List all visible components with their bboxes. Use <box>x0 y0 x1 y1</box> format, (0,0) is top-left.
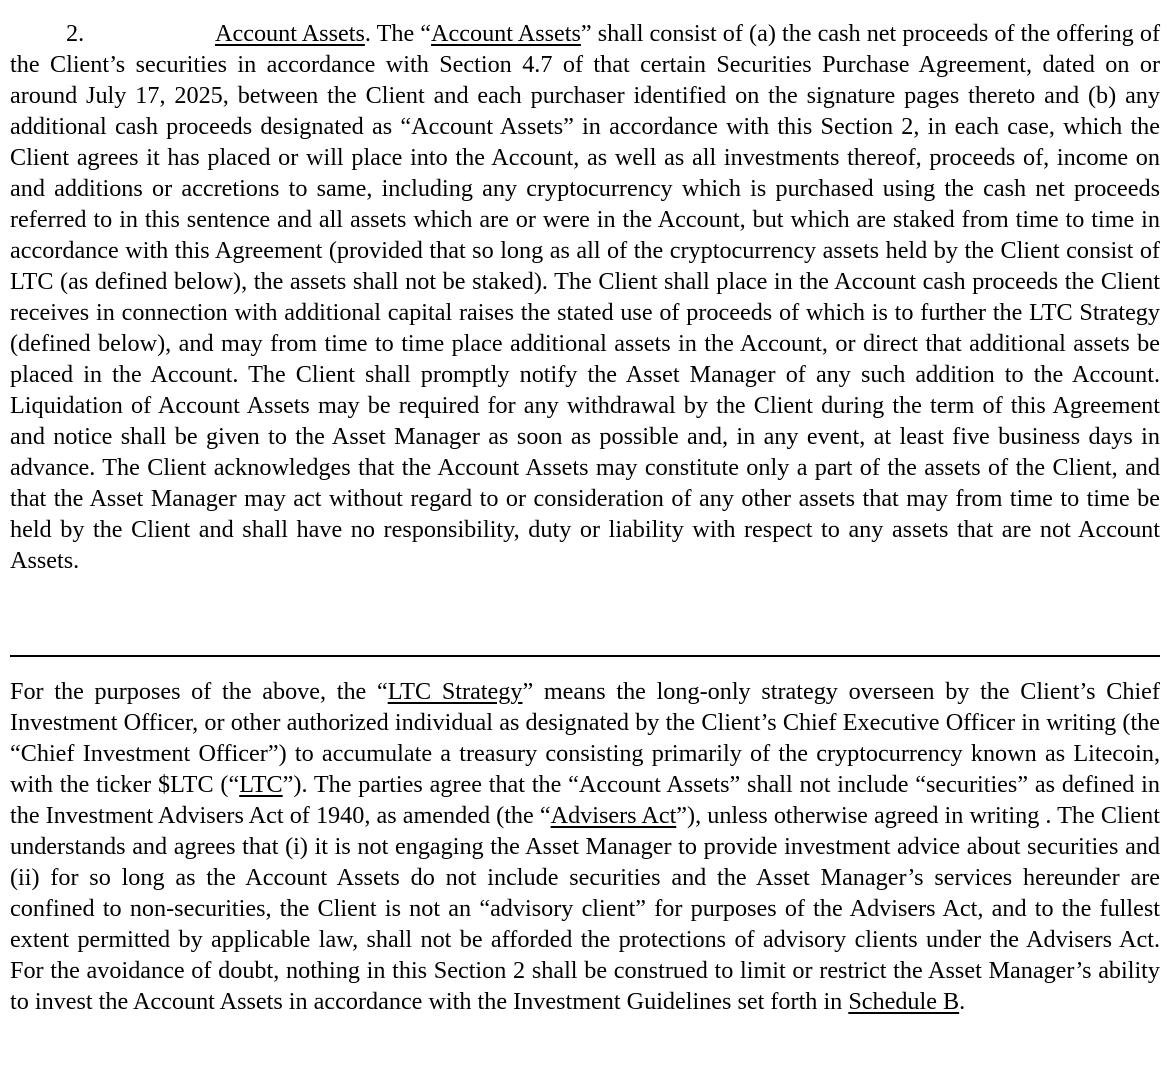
section-2 <box>10 18 1160 576</box>
footnote-text-3: ”). The parties agree that the “Account Assets” shall not include “securities” as defined in the Investment Advisers Act of 1940, as amended (the “ <box>10 771 1160 829</box>
footnote-text-2: ” means the long-only strategy overseen by the Client’s Chief Investment Officer, or other authorized individual as designated by the Client’s Chief Executive Officer in writing (the “Chief Investment Officer”) to accumulate a treasury consisting primarily of the cryptocurrency known as Litecoin, with the ticker $LTC (“ <box>10 678 1160 798</box>
defined-term-advisers-act: Advisers Act <box>550 802 677 829</box>
footnote-separator <box>10 655 1160 657</box>
defined-term-account-assets: Account Assets <box>431 20 581 47</box>
section-paragraph <box>10 18 1160 576</box>
defined-term-ltc: LTC <box>239 771 283 798</box>
section-heading: Account Assets <box>215 20 365 47</box>
section-number: 2. <box>66 20 85 47</box>
footnote <box>10 676 1160 1017</box>
footnote-text-5: . <box>959 988 966 1015</box>
heading-punctuation: . The “ <box>364 20 432 47</box>
footnote-text-1: For the purposes of the above, the “ <box>10 678 388 705</box>
schedule-b-reference: Schedule B <box>848 988 960 1015</box>
footnote-text-4: ”), unless otherwise agreed in writing . The Client understands and agrees that (i) it is not engaging the Asset Manager to provide investment advice about securities and (ii) for so long as the Account Assets do not include securities and the Asset Manager’s services hereunder are confined to non-securities, the Client is not an “advisory client” for purposes of the Advisers Act, and to the fullest extent permitted by applicable law, shall not be afforded the protections of advisory clients under the Advisers Act. For the avoidance of doubt, nothing in this Section 2 shall be construed to limit or restrict the Asset Manager’s ability to invest the Account Assets in accordance with the Investment Guidelines set forth in <box>10 802 1160 1015</box>
footnote-paragraph <box>10 676 1160 1017</box>
defined-term-ltc-strategy: LTC Strategy <box>387 678 523 705</box>
section-body-text: ” shall consist of (a) the cash net proceeds of the offering of the Client’s securities in accordance with Section 4.7 of that certain Securities Purchase Agreement, dated on or around July 17, 2025, between the Client and each purchaser identified on the signature pages thereto and (b) any additional cash proceeds designated as “Account Assets” in accordance with this Section 2, in each case, which the Client agrees it has placed or will place into the Account, as well as all investments thereof, proceeds of, income on and additions or accretions to same, including any cryptocurrency which is purchased using the cash net proceeds referred to in this sentence and all assets which are or were in the Account, but which are staked from time to time in accordance with this Agreement (provided that so long as all of the cryptocurrency assets held by the Client consist of LTC (as defined below), the assets shall not be staked). The Client shall place in the Account cash proceeds the Client receives in connection with additional capital raises the stated use of proceeds of which is to further the LTC Strategy (defined below), and may from time to time place additional assets in the Account, or direct that additional assets be placed in the Account. The Client shall promptly notify the Asset Manager of any such addition to the Account. Liquidation of Account Assets may be required for any withdrawal by the Client during the term of this Agreement and notice shall be given to the Asset Manager as soon as possible and, in any event, at least five business days in advance. The Client acknowledges that the Account Assets may constitute only a part of the assets of the Client, and that the Asset Manager may act without regard to or consideration of any other assets that may from time to time be held by the Client and shall have no responsibility, duty or liability with respect to any assets that are not Account Assets. <box>10 20 1160 574</box>
